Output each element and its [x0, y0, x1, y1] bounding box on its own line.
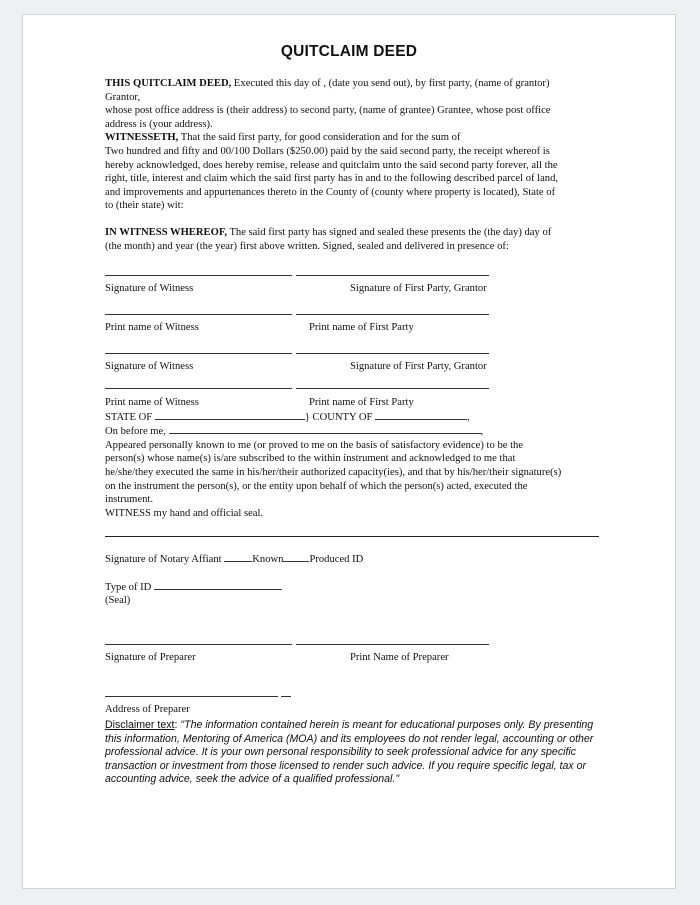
witness-signature-label: Signature of Witness [105, 361, 194, 372]
signature-row-4 [105, 382, 525, 396]
first-party-print-line[interactable] [296, 314, 489, 315]
paragraph-line: WITNESS my hand and official seal. [105, 507, 264, 519]
known-label: Known [252, 554, 284, 565]
lead-text: THIS QUITCLAIM DEED, [105, 78, 232, 89]
preparer-signature-row [105, 638, 525, 666]
lead-text: WITNESSETH, [105, 132, 179, 144]
paragraph-line: whose post office address is (their address) to second party, (name of grantee) Grantee, whose post office [105, 105, 551, 117]
paragraph-line: on the instrument the person(s), or the entity upon behalf of which the person(s) acted, executed the [105, 480, 528, 492]
on-before-line: On before me, , [105, 426, 484, 438]
notary-section [105, 396, 605, 520]
signature-row-3 [105, 347, 525, 375]
document-page [22, 14, 676, 889]
preparer-address-line-end [281, 696, 291, 697]
preparer-address-row [105, 690, 525, 718]
paragraph-line: hereby acknowledged, does hereby remise, release and quitclaim unto the said second party forever, all the [105, 159, 558, 171]
paragraph-line: instrument. [105, 494, 153, 506]
paragraph-line: Appeared personally known to me (or proved to me on the basis of satisfactory evidence) to be the [105, 439, 524, 451]
preparer-address-label: Address of Preparer [105, 704, 190, 715]
paragraph-line: he/she/they executed the same in his/her/their authorized capacity(ies), and that by his/her/their signature(s) [105, 466, 562, 478]
notary-affiant-label: Signature of Notary Affiant [105, 554, 222, 565]
disclaimer-text: "The information contained herein is meant for educational purposes only. By presenting this information, Mentoring of America (MOA) and its employees do not render legal, accounting or other professional advice. It is your own personal responsibility to seek professional advice for any specific transaction or investment from those licensed to render such advice. If you require specific legal, tax or accounting advice, seek the advice of a qualified professional." [105, 719, 594, 786]
paragraph-line: and improvements and appurtenances thereto in the County of (county where property is located), State of [105, 186, 556, 198]
signature-row-2 [105, 308, 525, 336]
grantor-signature-line[interactable] [296, 353, 489, 354]
first-party-print-label: Print name of First Party [309, 397, 414, 408]
preparer-signature-line[interactable] [105, 644, 292, 645]
paragraph-line: to (their state) wit: [105, 200, 184, 212]
paragraph-line: right, title, interest and claim which the said first party has in and to the following described parcel of land, [105, 173, 559, 185]
produced-id-label: Produced ID [309, 554, 364, 565]
paragraph-line: (the month) and year (the year) first above written. Signed, sealed and delivered in presence of: [105, 240, 509, 252]
grantor-signature-label: Signature of First Party, Grantor [350, 283, 487, 294]
document-title: QUITCLAIM DEED [280, 43, 418, 60]
seal-label: (Seal) [105, 595, 131, 607]
witness-print-label: Print name of Witness [105, 322, 199, 333]
witness-print-line[interactable] [105, 388, 292, 389]
state-label: STATE OF [105, 411, 153, 423]
paragraph-line: Grantor, [105, 91, 141, 103]
witness-print-line[interactable] [105, 314, 292, 315]
paragraph-line: Two hundred and fifty and 00/100 Dollars ($250.00) paid by the said second party, the receipt whereof is [105, 145, 550, 157]
preparer-print-label: Print Name of Preparer [350, 652, 449, 663]
paragraph-line: address is (your address). [105, 118, 213, 130]
first-party-print-label: Print name of First Party [309, 322, 414, 333]
first-party-print-line[interactable] [296, 388, 489, 389]
paragraph-line: person(s) whose name(s) is/are subscribed to the within instrument and acknowledged to me that [105, 453, 516, 465]
type-of-id-field[interactable] [154, 580, 282, 590]
section-divider [105, 536, 599, 537]
notary-name-field[interactable] [169, 424, 481, 434]
witness-print-label: Print name of Witness [105, 397, 199, 408]
deed-body [105, 77, 605, 253]
county-label: } COUNTY OF [304, 411, 373, 423]
preparer-print-line[interactable] [296, 644, 489, 645]
preparer-signature-label: Signature of Preparer [105, 652, 196, 663]
grantor-signature-line[interactable] [296, 275, 489, 276]
paragraph-line: IN WITNESS WHEREOF, The said first party has signed and sealed these presents the (the day) day of [105, 226, 552, 238]
grantor-signature-label: Signature of First Party, Grantor [350, 361, 487, 372]
witness-signature-label: Signature of Witness [105, 283, 194, 294]
state-county-line: STATE OF } COUNTY OF , [105, 411, 470, 423]
preparer-address-line[interactable] [105, 696, 278, 697]
witness-signature-line[interactable] [105, 275, 292, 276]
state-field[interactable] [155, 410, 305, 420]
witness-signature-line[interactable] [105, 353, 292, 354]
notary-affiant-section [105, 552, 605, 608]
paragraph-line: THIS QUITCLAIM DEED, Executed this day of , (date you send out), by first party, (name of grantor) [105, 78, 550, 89]
county-field[interactable] [375, 410, 467, 420]
disclaimer: Disclaimer text: "The information contained herein is meant for educational purposes only. By presenting this information, Mentoring of America (MOA) and its employees do not render legal, accounting or other professional advice. It is your own personal responsibility to seek professional advice for any specific transaction or investment from those licensed to render such advice. If you require specific legal, tax or accounting advice, seek the advice of a qualified professional." [105, 719, 594, 786]
disclaimer-label: Disclaimer text [105, 719, 175, 731]
signature-row-1 [105, 269, 525, 297]
lead-text: IN WITNESS WHEREOF, [105, 226, 227, 238]
type-of-id-label: Type of ID [105, 581, 152, 593]
known-field[interactable] [224, 552, 252, 562]
paragraph-line: WITNESSETH, That the said first party, for good consideration and for the sum of [105, 132, 461, 144]
produced-id-field[interactable] [283, 552, 309, 562]
